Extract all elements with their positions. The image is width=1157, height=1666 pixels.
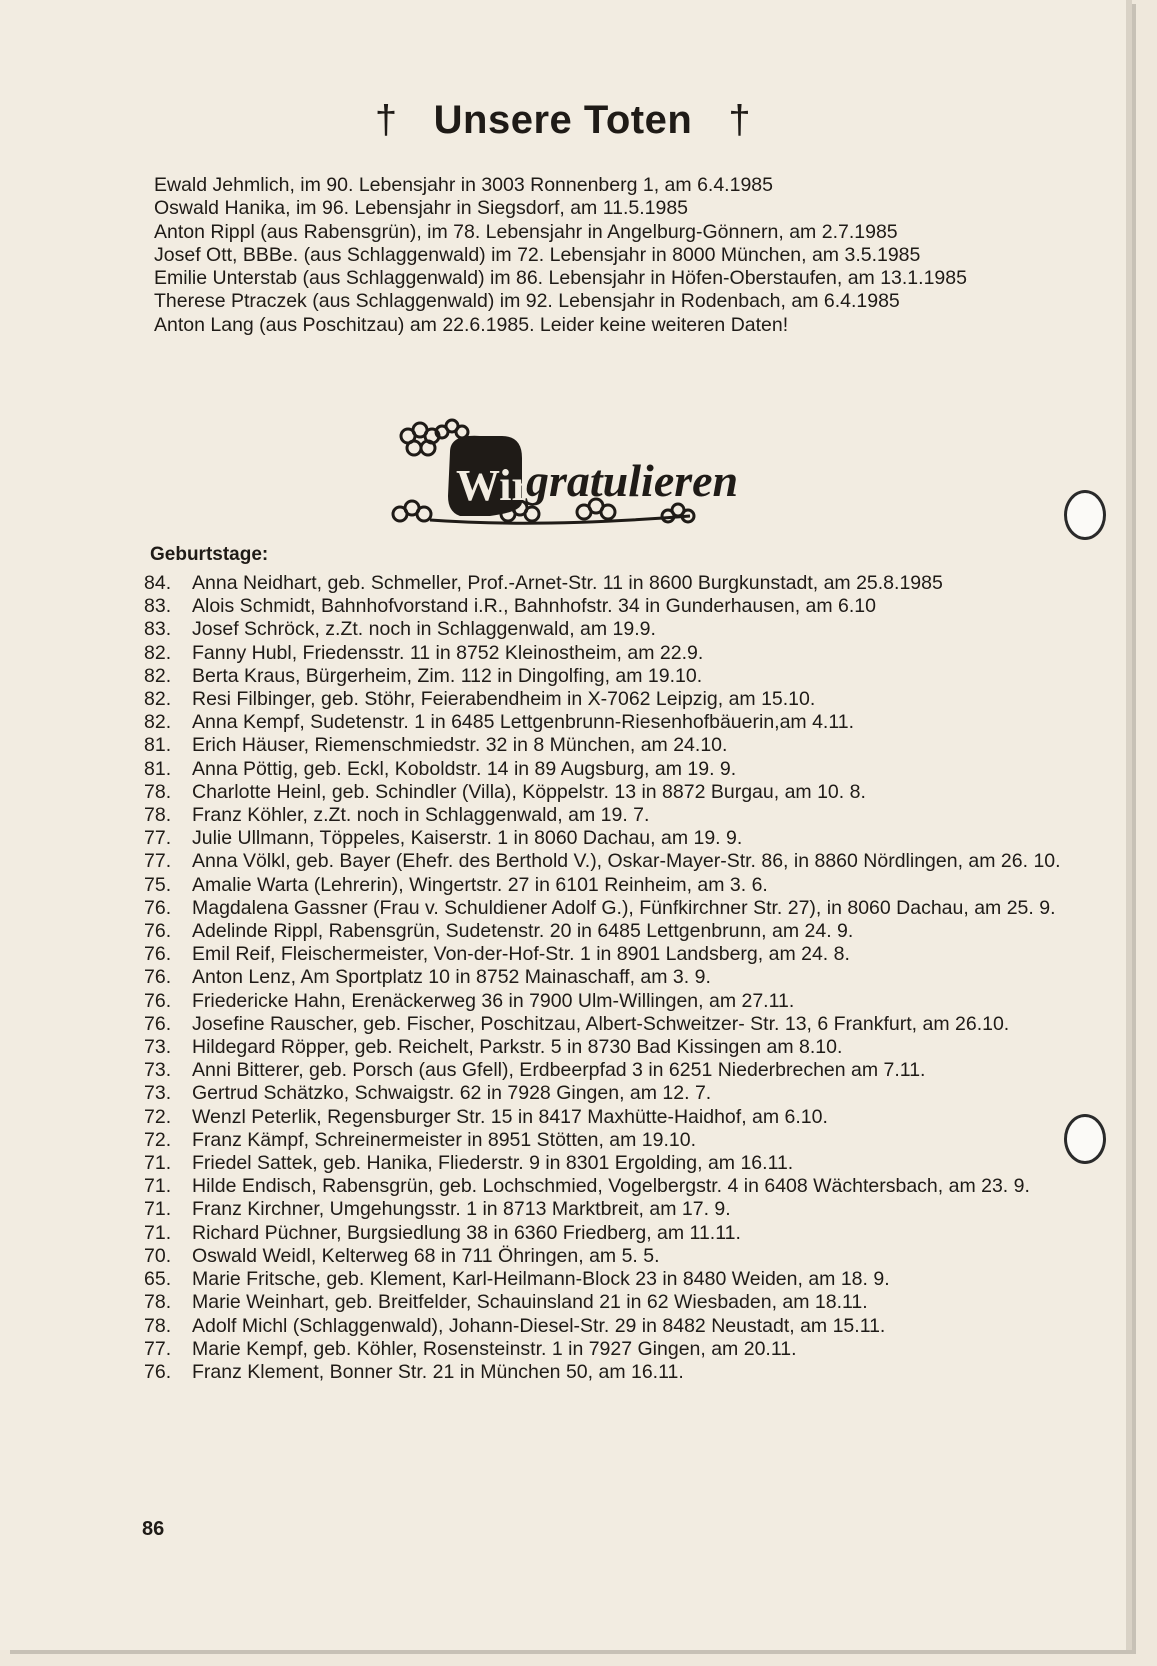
cross-right-icon: † [728,98,752,142]
birthday-list [144,572,1074,1384]
wir-gratulieren-banner [390,412,800,532]
age: 76. [144,966,172,989]
age: 82. [144,641,172,664]
entry-text: Gertrud Schätzko, Schwaigstr. 62 in 7928 Gingen, am 12. 7. [192,1082,712,1105]
age: 76. [144,920,172,943]
list-item [144,711,1074,734]
obituary-line: Oswald Hanika, im 96. Lebensjahr in Siegsdorf, am 11.5.1985 [154,197,689,220]
list-item [144,920,1074,943]
age: 71. [144,1175,172,1198]
obituary-line: Ewald Jehmlich, im 90. Lebensjahr in 3003 Ronnenberg 1, am 6.4.1985 [154,174,773,196]
list-item [144,990,1074,1013]
list-item [144,1082,1074,1105]
list-item [144,1059,1074,1082]
entry-text: Oswald Weidl, Kelterweg 68 in 711 Öhringen, am 5. 5. [192,1244,660,1267]
entry-text: Josef Schröck, z.Zt. noch in Schlaggenwald, am 19.9. [192,618,656,641]
age: 81. [144,757,172,780]
page-number: 86 [142,1518,165,1540]
list-item [144,758,1074,781]
entry-text: Fanny Hubl, Friedensstr. 11 in 8752 Kleinostheim, am 22.9. [192,641,704,664]
entry-text: Friedericke Hahn, Erenäckerweg 36 in 7900 Ulm-Willingen, am 27.11. [192,989,795,1012]
entry-text: Wenzl Peterlik, Regensburger Str. 15 in 8417 Maxhütte-Haidhof, am 6.10. [192,1105,828,1128]
entry-text: Hilde Endisch, Rabensgrün, geb. Lochschmied, Vogelbergstr. 4 in 6408 Wächtersbach, am 23. 9. [192,1175,1030,1198]
age: 81. [144,734,172,757]
list-item [144,1013,1074,1036]
age: 82. [144,711,172,734]
age: 84. [144,572,172,594]
entry-text: Emil Reif, Fleischermeister, Von-der-Hof-Str. 1 in 8901 Landsberg, am 24. 8. [192,943,850,966]
entry-text: Adelinde Rippl, Rabensgrün, Sudetenstr. 20 in 6485 Lettgenbrunn, am 24. 9. [192,920,854,943]
list-item [144,618,1074,641]
obituary-line: Anton Rippl (aus Rabensgrün), im 78. Lebensjahr in Angelburg-Gönnern, am 2.7.1985 [154,220,898,243]
age: 70. [144,1244,172,1267]
entry-text: Julie Ullmann, Töppeles, Kaiserstr. 1 in 8060 Dachau, am 19. 9. [192,827,743,850]
list-item [144,874,1074,897]
entry-text: Marie Kempf, geb. Köhler, Rosensteinstr. 1 in 7927 Gingen, am 20.11. [192,1337,797,1360]
list-item [144,1129,1074,1152]
entry-text: Anni Bitterer, geb. Porsch (aus Gfell), Erdbeerpfad 3 in 6251 Niederbrechen am 7.11. [192,1059,926,1082]
list-item [144,943,1074,966]
age: 76. [144,1360,172,1383]
entry-text: Marie Fritsche, geb. Klement, Karl-Heilmann-Block 23 in 8480 Weiden, am 18. 9. [192,1268,890,1291]
age: 73. [144,1082,172,1105]
age: 83. [144,618,172,641]
age: 78. [144,804,172,827]
list-item [144,642,1074,665]
age: 78. [144,1291,172,1314]
obituary-line: Therese Ptraczek (aus Schlaggenwald) im 92. Lebensjahr in Rodenbach, am 6.4.1985 [154,290,900,313]
entry-text: Franz Kämpf, Schreinermeister in 8951 Stötten, am 19.10. [192,1128,697,1151]
entry-text: Adolf Michl (Schlaggenwald), Johann-Diesel-Str. 29 in 8482 Neustadt, am 15.11. [192,1314,886,1337]
list-item [144,1198,1074,1221]
age: 82. [144,664,172,687]
list-item [144,688,1074,711]
entry-text: Marie Weinhart, geb. Breitfelder, Schauinsland 21 in 62 Wiesbaden, am 18.11. [192,1291,868,1314]
age: 73. [144,1059,172,1082]
entry-text: Anna Völkl, geb. Bayer (Ehefr. des Berthold V.), Oskar-Mayer-Str. 86, in 8860 Nördlingen, am 26. 10. [192,850,1061,873]
list-item [144,1222,1074,1245]
list-item [144,897,1074,920]
age: 76. [144,1012,172,1035]
entry-text: Franz Kirchner, Umgehungsstr. 1 in 8713 Marktbreit, am 17. 9. [192,1198,731,1221]
age: 77. [144,827,172,850]
age: 65. [144,1268,172,1291]
age: 75. [144,873,172,896]
list-item [144,781,1074,804]
list-item [144,1315,1074,1338]
list-item [144,595,1074,618]
entry-text: Anton Lenz, Am Sportplatz 10 in 8752 Mainaschaff, am 3. 9. [192,966,711,989]
list-item [144,1245,1074,1268]
entry-text: Friedel Sattek, geb. Hanika, Fliederstr. 9 in 8301 Ergolding, am 16.11. [192,1152,794,1175]
entry-text: Franz Klement, Bonner Str. 21 in München 50, am 16.11. [192,1360,684,1383]
list-item [144,572,1074,595]
entry-text: Resi Filbinger, geb. Stöhr, Feierabendheim in X-7062 Leipzig, am 15.10. [192,688,816,711]
list-item [144,827,1074,850]
list-item [144,734,1074,757]
entry-text: Magdalena Gassner (Frau v. Schuldiener Adolf G.), Fünfkirchner Str. 27), in 8060 Dachau, am 25. 9. [192,896,1056,919]
entry-text: Hildegard Röpper, geb. Reichelt, Parkstr. 5 in 8730 Bad Kissingen am 8.10. [192,1036,843,1059]
binder-hole-top [1064,490,1106,540]
page-title [0,98,1126,143]
banner-vine [430,516,690,523]
entry-text: Richard Püchner, Burgsiedlung 38 in 6360 Friedberg, am 11.11. [192,1221,741,1244]
entry-text: Charlotte Heinl, geb. Schindler (Villa), Köppelstr. 13 in 8872 Burgau, am 10. 8. [192,780,866,803]
age: 76. [144,943,172,966]
list-item [144,966,1074,989]
list-item [144,1268,1074,1291]
entry-text: Josefine Rauscher, geb. Fischer, Poschitzau, Albert-Schweitzer- Str. 13, 6 Frankfurt, am 26.10. [192,1012,1010,1035]
age: 82. [144,688,172,711]
list-item [144,1291,1074,1314]
banner-wir-word: Wir [456,461,531,510]
list-item [144,1036,1074,1059]
age: 76. [144,989,172,1012]
entry-text: Alois Schmidt, Bahnhofvorstand i.R., Bahnhofstr. 34 in Gunderhausen, am 6.10 [192,595,876,618]
obituary-line: Emilie Unterstab (aus Schlaggenwald) im 86. Lebensjahr in Höfen-Oberstaufen, am 13.1.1985 [154,267,967,290]
age: 71. [144,1198,172,1221]
list-item [144,665,1074,688]
age: 71. [144,1152,172,1175]
list-item [144,1106,1074,1129]
list-item [144,804,1074,827]
obituary-line: Anton Lang (aus Poschitzau) am 22.6.1985. Leider keine weiteren Daten! [154,313,789,336]
list-item [144,1361,1074,1384]
cross-left-icon: † [374,98,398,142]
entry-text: Amalie Warta (Lehrerin), Wingertstr. 27 in 6101 Reinheim, am 3. 6. [192,873,768,896]
entry-text: Anna Neidhart, geb. Schmeller, Prof.-Arnet-Str. 11 in 8600 Burgkunstadt, am 25.8.1985 [192,572,943,594]
entry-text: Berta Kraus, Bürgerheim, Zim. 112 in Dingolfing, am 19.10. [192,664,703,687]
age: 77. [144,850,172,873]
birthdays-heading: Geburtstage: [150,544,269,565]
title-text: Unsere Toten [433,98,693,142]
age: 72. [144,1105,172,1128]
age: 77. [144,1337,172,1360]
list-item [144,1152,1074,1175]
age: 78. [144,780,172,803]
age: 76. [144,896,172,919]
age: 73. [144,1036,172,1059]
list-item [144,1338,1074,1361]
entry-text: Anna Kempf, Sudetenstr. 1 in 6485 Lettgenbrunn-Riesenhofbäuerin,am 4.11. [192,711,855,734]
entry-text: Anna Pöttig, geb. Eckl, Koboldstr. 14 in 89 Augsburg, am 19. 9. [192,757,737,780]
entry-text: Erich Häuser, Riemenschmiedstr. 32 in 8 München, am 24.10. [192,734,728,757]
age: 78. [144,1314,172,1337]
list-item [144,1175,1074,1198]
entry-text: Franz Köhler, z.Zt. noch in Schlaggenwald, am 19. 7. [192,804,650,827]
banner-gratulieren-word: gratulieren [526,455,739,506]
age: 83. [144,595,172,618]
age: 71. [144,1221,172,1244]
list-item [144,850,1074,873]
obituary-line: Josef Ott, BBBe. (aus Schlaggenwald) im 72. Lebensjahr in 8000 München, am 3.5.1985 [154,243,921,266]
obituary-list [154,174,967,337]
age: 72. [144,1128,172,1151]
